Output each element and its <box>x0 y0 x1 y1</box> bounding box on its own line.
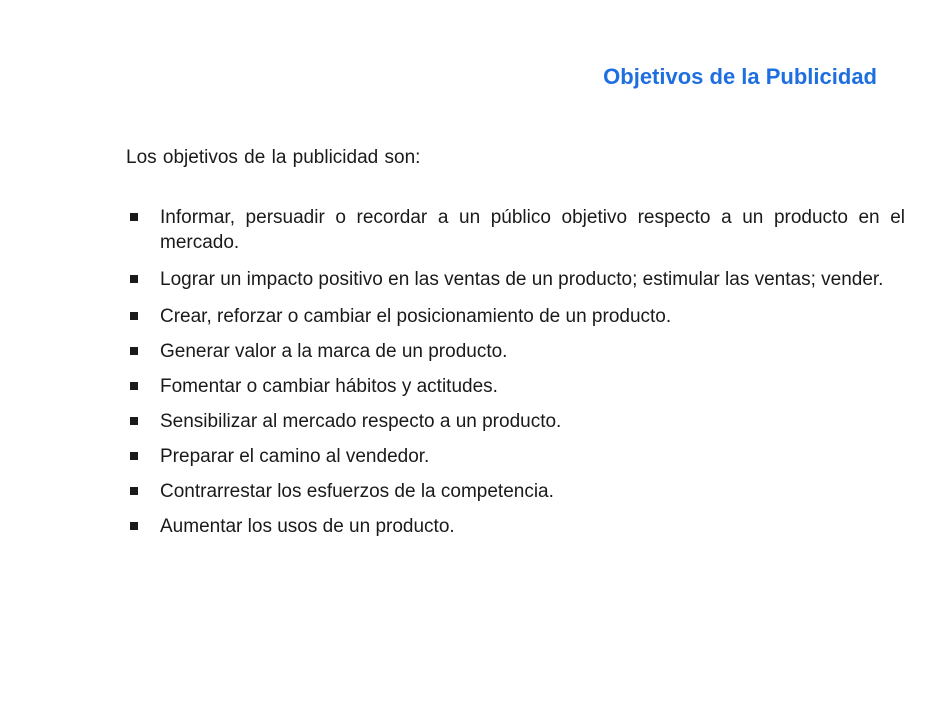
list-item <box>130 479 905 504</box>
list-item <box>130 444 905 469</box>
square-bullet-icon <box>130 275 138 283</box>
slide-title: Objetivos de la Publicidad <box>603 64 877 89</box>
list-item <box>130 339 905 364</box>
square-bullet-icon <box>130 213 138 221</box>
list-item <box>130 267 905 292</box>
objectives-list <box>130 205 905 549</box>
intro-text: Los objetivos de la publicidad son: <box>126 147 421 168</box>
list-item-text: Informar, persuadir o recordar a un público objetivo respecto a un producto en el mercado. <box>160 207 905 253</box>
list-item <box>130 409 905 434</box>
list-item <box>130 374 905 399</box>
square-bullet-icon <box>130 347 138 355</box>
square-bullet-icon <box>130 417 138 425</box>
list-item-text: Contrarrestar los esfuerzos de la competencia. <box>160 481 554 502</box>
square-bullet-icon <box>130 522 138 530</box>
square-bullet-icon <box>130 487 138 495</box>
list-item-text: Generar valor a la marca de un producto. <box>160 341 508 362</box>
list-item-text: Preparar el camino al vendedor. <box>160 446 430 467</box>
list-item <box>130 205 905 255</box>
list-item <box>130 514 905 539</box>
list-item-text: Sensibilizar al mercado respecto a un producto. <box>160 411 562 432</box>
list-item-text: Aumentar los usos de un producto. <box>160 516 455 537</box>
square-bullet-icon <box>130 452 138 460</box>
list-item-text: Lograr un impacto positivo en las ventas de un producto; estimular las ventas; vender. <box>160 269 884 290</box>
list-item-text: Crear, reforzar o cambiar el posicionamiento de un producto. <box>160 306 672 327</box>
square-bullet-icon <box>130 312 138 320</box>
list-item-text: Fomentar o cambiar hábitos y actitudes. <box>160 376 498 397</box>
square-bullet-icon <box>130 382 138 390</box>
list-item <box>130 304 905 329</box>
